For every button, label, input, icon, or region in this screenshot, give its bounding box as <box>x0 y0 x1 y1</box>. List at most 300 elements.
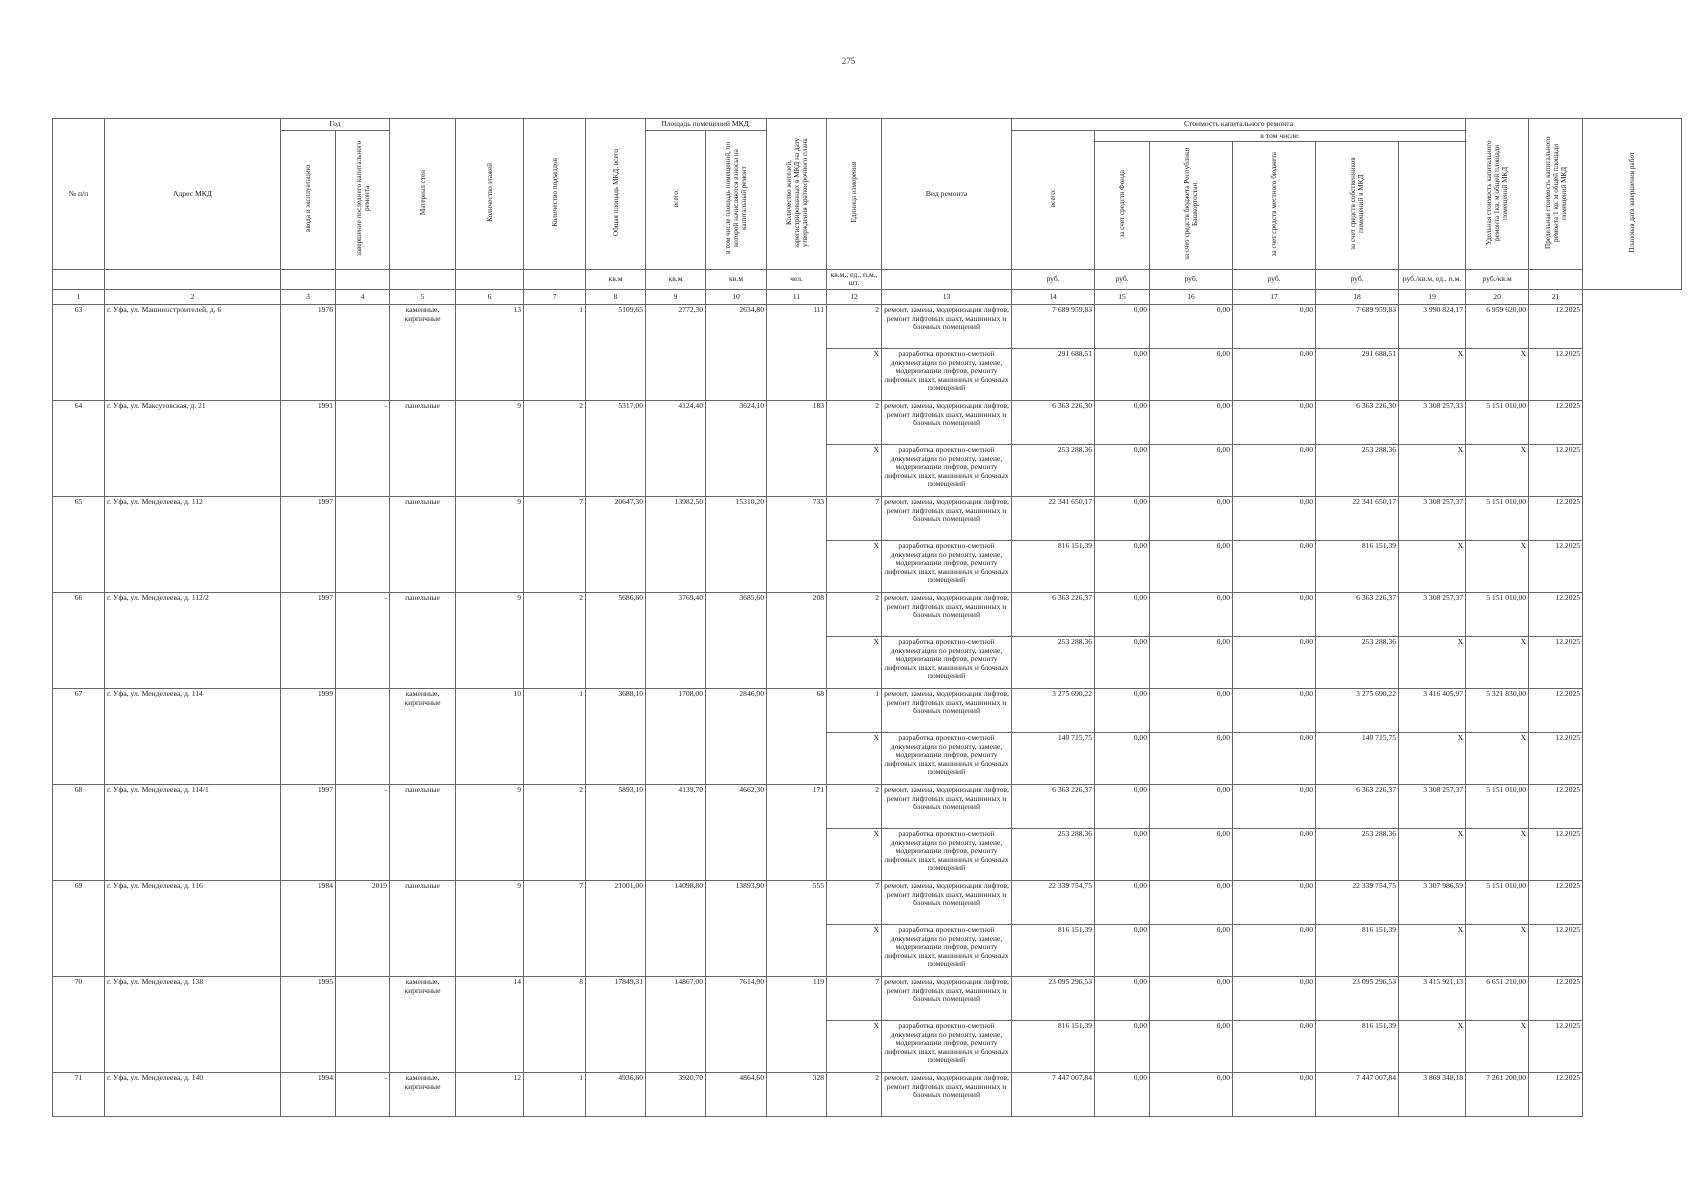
local-cell: 0,00 <box>1233 304 1316 348</box>
wall-material-cell: каменные, кирпичные <box>390 304 456 400</box>
unit-cell: кв.м <box>646 269 706 289</box>
fund-cell: 0,00 <box>1095 400 1150 444</box>
floors-cell: 14 <box>456 976 524 1072</box>
unit-count-cell: 2 <box>827 400 882 444</box>
deadline-cell: 12.2025 <box>1529 304 1583 348</box>
row-number: 67 <box>53 688 105 784</box>
cost-total-cell: 140 715,75 <box>1012 732 1095 784</box>
republic-cell: 0,00 <box>1150 636 1233 688</box>
local-cell: 0,00 <box>1233 592 1316 636</box>
table-row <box>53 304 1682 348</box>
unit-count-cell: X <box>827 924 882 976</box>
republic-cell: 0,00 <box>1150 1072 1233 1116</box>
table-body <box>53 289 1682 1116</box>
max-cost-cell: 5 321 830,00 <box>1466 688 1529 732</box>
header-row-1 <box>53 119 1682 131</box>
address-cell: г. Уфа, ул. Менделеева, д. 138 <box>105 976 281 1072</box>
area-total-cell: 4139,70 <box>646 784 706 880</box>
deadline-cell: 12.2025 <box>1529 348 1583 400</box>
header-year-commission: ввода в эксплуатацию <box>281 130 336 269</box>
deadline-cell: 12.2025 <box>1529 924 1583 976</box>
header-floors: Количество этажей <box>456 119 524 270</box>
floors-cell: 13 <box>456 304 524 400</box>
max-cost-cell: 5 151 010,00 <box>1466 496 1529 540</box>
republic-cell: 0,00 <box>1150 444 1233 496</box>
total-area-cell: 5686,60 <box>586 592 646 688</box>
floors-cell: 9 <box>456 880 524 976</box>
republic-cell: 0,00 <box>1150 732 1233 784</box>
owners-cell: 22 341 650,17 <box>1316 496 1399 540</box>
year-last-repair-cell: - <box>336 400 390 496</box>
address-cell: г. Уфа, ул. Машиностроителей, д. 6 <box>105 304 281 400</box>
unit-count-cell: X <box>827 1020 882 1072</box>
residents-cell: 183 <box>767 400 827 496</box>
total-area-cell: 5317,00 <box>586 400 646 496</box>
header-no: № п/п <box>53 119 105 270</box>
entrances-cell: 1 <box>524 304 586 400</box>
unit-count-cell: X <box>827 540 882 592</box>
local-cell: 0,00 <box>1233 348 1316 400</box>
residents-cell: 119 <box>767 976 827 1072</box>
header-deadline: Плановая дата завершения работ <box>1583 119 1682 290</box>
unit-cell: кв.м <box>706 269 767 289</box>
area-total-cell: 14867,00 <box>646 976 706 1072</box>
work-type-cell: ремонт, замена, модернизация лифтов, ремонт лифтовых шахт, машинных и блочных помещений <box>882 1072 1012 1116</box>
column-number: 13 <box>882 289 1012 304</box>
address-cell: г. Уфа, ул. Менделеева, д. 116 <box>105 880 281 976</box>
work-type-cell: ремонт, замена, модернизация лифтов, ремонт лифтовых шахт, машинных и блочных помещений <box>882 880 1012 924</box>
work-type-cell: разработка проектно-сметной документации по ремонту, замене, модернизации лифтов, ремонту лифтовых шахт, машинных и блочных помещений <box>882 540 1012 592</box>
unit-cost-cell: X <box>1399 1020 1466 1072</box>
owners-cell: 6 363 226,30 <box>1316 400 1399 444</box>
max-cost-cell: 6 651 210,00 <box>1466 976 1529 1020</box>
entrances-cell: 2 <box>524 400 586 496</box>
total-area-cell: 5893,10 <box>586 784 646 880</box>
republic-cell: 0,00 <box>1150 592 1233 636</box>
residents-cell: 111 <box>767 304 827 400</box>
cost-total-cell: 3 275 690,22 <box>1012 688 1095 732</box>
header-max-cost: Предельная стоимость капитального ремонта 1 кв. м общей площади помещений МКД <box>1529 119 1583 270</box>
work-type-cell: ремонт, замена, модернизация лифтов, ремонт лифтовых шахт, машинных и блочных помещений <box>882 304 1012 348</box>
unit-cost-cell: 3 869 348,18 <box>1399 1072 1466 1116</box>
year-last-repair-cell: - <box>336 1072 390 1116</box>
header-including: в том числе: <box>1095 130 1466 142</box>
unit-cell <box>336 269 390 289</box>
cost-total-cell: 253 288,36 <box>1012 444 1095 496</box>
fund-cell: 0,00 <box>1095 496 1150 540</box>
header-cost-group: Стоимость капитального ремонта <box>1012 119 1466 131</box>
area-repair-cell: 2846,00 <box>706 688 767 784</box>
unit-cell: чел. <box>767 269 827 289</box>
fund-cell: 0,00 <box>1095 784 1150 828</box>
max-cost-cell: 7 261 200,00 <box>1466 1072 1529 1116</box>
local-cell: 0,00 <box>1233 496 1316 540</box>
address-cell: г. Уфа, ул. Менделеева, д. 140 <box>105 1072 281 1116</box>
column-number: 15 <box>1095 289 1150 304</box>
fund-cell: 0,00 <box>1095 688 1150 732</box>
local-cell: 0,00 <box>1233 400 1316 444</box>
header-area-total: всего: <box>646 130 706 269</box>
deadline-cell: 12.2025 <box>1529 540 1583 592</box>
fund-cell: 0,00 <box>1095 444 1150 496</box>
table-row <box>53 1072 1682 1116</box>
owners-cell: 7 689 959,83 <box>1316 304 1399 348</box>
unit-cell <box>390 269 456 289</box>
address-cell: г. Уфа, ул. Менделеева, д. 112/2 <box>105 592 281 688</box>
local-cell: 0,00 <box>1233 924 1316 976</box>
republic-cell: 0,00 <box>1150 1020 1233 1072</box>
header-unit: Единица измерения <box>827 119 882 270</box>
year-last-repair-cell <box>336 976 390 1072</box>
deadline-cell: 12.2025 <box>1529 400 1583 444</box>
header-local: за счет средств местного бюджета <box>1233 142 1316 270</box>
unit-cell: руб. <box>1233 269 1316 289</box>
wall-material-cell: панельные <box>390 880 456 976</box>
unit-cell: кв.м <box>586 269 646 289</box>
area-repair-cell: 13893,90 <box>706 880 767 976</box>
deadline-cell: 12.2025 <box>1529 732 1583 784</box>
deadline-cell: 12.2025 <box>1529 636 1583 688</box>
unit-cell: руб. <box>1095 269 1150 289</box>
area-total-cell: 2772,30 <box>646 304 706 400</box>
year-commission-cell: 1984 <box>281 880 336 976</box>
residents-cell: 171 <box>767 784 827 880</box>
max-cost-cell: X <box>1466 828 1529 880</box>
wall-material-cell: каменные, кирпичные <box>390 1072 456 1116</box>
unit-cost-cell: 3 308 257,37 <box>1399 496 1466 540</box>
unit-cost-cell: X <box>1399 348 1466 400</box>
republic-cell: 0,00 <box>1150 784 1233 828</box>
max-cost-cell: 5 151 010,00 <box>1466 784 1529 828</box>
header-cost-total: всего: <box>1012 130 1095 269</box>
unit-cell <box>281 269 336 289</box>
max-cost-cell: X <box>1466 636 1529 688</box>
work-type-cell: ремонт, замена, модернизация лифтов, ремонт лифтовых шахт, машинных и блочных помещений <box>882 496 1012 540</box>
entrances-cell: 7 <box>524 496 586 592</box>
area-total-cell: 14098,80 <box>646 880 706 976</box>
republic-cell: 0,00 <box>1150 304 1233 348</box>
work-type-cell: разработка проектно-сметной документации по ремонту, замене, модернизации лифтов, ремонту лифтовых шахт, машинных и блочных помещений <box>882 828 1012 880</box>
owners-cell: 291 688,51 <box>1316 348 1399 400</box>
column-number: 5 <box>390 289 456 304</box>
unit-cost-cell: 3 416 405,97 <box>1399 688 1466 732</box>
column-number: 1 <box>53 289 105 304</box>
owners-cell: 6 363 226,37 <box>1316 592 1399 636</box>
column-number: 8 <box>586 289 646 304</box>
cost-total-cell: 816 151,39 <box>1012 924 1095 976</box>
unit-cell <box>456 269 524 289</box>
residents-cell: 733 <box>767 496 827 592</box>
row-number: 68 <box>53 784 105 880</box>
unit-cell <box>524 269 586 289</box>
unit-cost-cell: X <box>1399 636 1466 688</box>
local-cell: 0,00 <box>1233 688 1316 732</box>
column-number: 18 <box>1316 289 1399 304</box>
total-area-cell: 3688,10 <box>586 688 646 784</box>
total-area-cell: 17849,31 <box>586 976 646 1072</box>
row-number: 63 <box>53 304 105 400</box>
year-commission-cell: 1991 <box>281 400 336 496</box>
unit-count-cell: X <box>827 348 882 400</box>
deadline-cell: 12.2025 <box>1529 784 1583 828</box>
address-cell: г. Уфа, ул. Максутовская, д. 21 <box>105 400 281 496</box>
local-cell: 0,00 <box>1233 784 1316 828</box>
local-cell: 0,00 <box>1233 976 1316 1020</box>
deadline-cell: 12.2025 <box>1529 592 1583 636</box>
wall-material-cell: каменные, кирпичные <box>390 688 456 784</box>
column-number: 2 <box>105 289 281 304</box>
unit-count-cell: X <box>827 444 882 496</box>
row-number: 69 <box>53 880 105 976</box>
unit-count-cell: 2 <box>827 304 882 348</box>
unit-count-cell: 7 <box>827 880 882 924</box>
owners-cell: 3 275 690,22 <box>1316 688 1399 732</box>
work-type-cell: разработка проектно-сметной документации по ремонту, замене, модернизации лифтов, ремонту лифтовых шахт, машинных и блочных помещений <box>882 924 1012 976</box>
cost-total-cell: 6 363 226,37 <box>1012 592 1095 636</box>
year-last-repair-cell <box>336 496 390 592</box>
entrances-cell: 2 <box>524 784 586 880</box>
unit-count-cell: 7 <box>827 976 882 1020</box>
owners-cell: 816 151,39 <box>1316 1020 1399 1072</box>
area-repair-cell: 7614,00 <box>706 976 767 1072</box>
work-type-cell: ремонт, замена, модернизация лифтов, ремонт лифтовых шахт, машинных и блочных помещений <box>882 400 1012 444</box>
fund-cell: 0,00 <box>1095 976 1150 1020</box>
unit-cell: руб. <box>1316 269 1399 289</box>
unit-count-cell: 7 <box>827 496 882 540</box>
cost-total-cell: 816 151,39 <box>1012 1020 1095 1072</box>
cost-total-cell: 253 288,36 <box>1012 828 1095 880</box>
max-cost-cell: X <box>1466 444 1529 496</box>
unit-cost-cell: 3 307 986,59 <box>1399 880 1466 924</box>
area-total-cell: 1708,00 <box>646 688 706 784</box>
cost-total-cell: 22 341 650,17 <box>1012 496 1095 540</box>
column-number: 7 <box>524 289 586 304</box>
column-number-row <box>53 289 1682 304</box>
column-number: 19 <box>1399 289 1466 304</box>
deadline-cell: 12.2025 <box>1529 444 1583 496</box>
floors-cell: 10 <box>456 688 524 784</box>
local-cell: 0,00 <box>1233 1020 1316 1072</box>
local-cell: 0,00 <box>1233 1072 1316 1116</box>
owners-cell: 253 288,36 <box>1316 636 1399 688</box>
fund-cell: 0,00 <box>1095 348 1150 400</box>
header-republic: за счет средств бюджета Республики Башкортостан <box>1150 142 1233 270</box>
table-row <box>53 496 1682 540</box>
fund-cell: 0,00 <box>1095 828 1150 880</box>
unit-cell: руб./кв.м <box>1466 269 1529 289</box>
row-number: 71 <box>53 1072 105 1116</box>
unit-count-cell: 1 <box>827 688 882 732</box>
table-row <box>53 688 1682 732</box>
republic-cell: 0,00 <box>1150 976 1233 1020</box>
page-number: 275 <box>841 56 856 66</box>
year-commission-cell: 1997 <box>281 592 336 688</box>
unit-cell: руб./кв.м, ед., п.м. <box>1399 269 1466 289</box>
year-last-repair-cell: - <box>336 592 390 688</box>
owners-cell: 23 095 296,53 <box>1316 976 1399 1020</box>
unit-cost-cell: 3 308 257,37 <box>1399 784 1466 828</box>
header-address: Адрес МКД <box>105 119 281 270</box>
unit-cell: руб. <box>1012 269 1095 289</box>
republic-cell: 0,00 <box>1150 688 1233 732</box>
entrances-cell: 1 <box>524 1072 586 1116</box>
fund-cell: 0,00 <box>1095 1020 1150 1072</box>
header-work-type: Вид ремонта <box>882 119 1012 270</box>
fund-cell: 0,00 <box>1095 1072 1150 1116</box>
residents-cell: 208 <box>767 592 827 688</box>
deadline-cell: 12.2025 <box>1529 880 1583 924</box>
local-cell: 0,00 <box>1233 540 1316 592</box>
residents-cell: 68 <box>767 688 827 784</box>
cost-total-cell: 816 151,39 <box>1012 540 1095 592</box>
wall-material-cell: панельные <box>390 784 456 880</box>
table-row <box>53 592 1682 636</box>
republic-cell: 0,00 <box>1150 540 1233 592</box>
deadline-cell: 12.2025 <box>1529 688 1583 732</box>
work-type-cell: разработка проектно-сметной документации по ремонту, замене, модернизации лифтов, ремонту лифтовых шахт, машинных и блочных помещений <box>882 444 1012 496</box>
area-total-cell: 3920,70 <box>646 1072 706 1116</box>
owners-cell: 140 715,75 <box>1316 732 1399 784</box>
owners-cell: 22 339 754,75 <box>1316 880 1399 924</box>
deadline-cell: 12.2025 <box>1529 496 1583 540</box>
local-cell: 0,00 <box>1233 444 1316 496</box>
units-row <box>53 269 1682 289</box>
area-repair-cell: 2634,80 <box>706 304 767 400</box>
cost-total-cell: 23 095 296,53 <box>1012 976 1095 1020</box>
unit-cost-cell: 3 415 921,13 <box>1399 976 1466 1020</box>
column-number: 4 <box>336 289 390 304</box>
table-row <box>53 976 1682 1020</box>
row-number: 70 <box>53 976 105 1072</box>
work-type-cell: ремонт, замена, модернизация лифтов, ремонт лифтовых шахт, машинных и блочных помещений <box>882 592 1012 636</box>
header-entrances: Количество подъездов <box>524 119 586 270</box>
year-commission-cell: 1976 <box>281 304 336 400</box>
republic-cell: 0,00 <box>1150 828 1233 880</box>
year-last-repair-cell: - <box>336 784 390 880</box>
address-cell: г. Уфа, ул. Менделеева, д. 112 <box>105 496 281 592</box>
max-cost-cell: 5 151 010,00 <box>1466 880 1529 924</box>
year-commission-cell: 1994 <box>281 1072 336 1116</box>
fund-cell: 0,00 <box>1095 636 1150 688</box>
total-area-cell: 20647,30 <box>586 496 646 592</box>
entrances-cell: 7 <box>524 880 586 976</box>
area-repair-cell: 15310,20 <box>706 496 767 592</box>
year-commission-cell: 1999 <box>281 688 336 784</box>
total-area-cell: 21001,00 <box>586 880 646 976</box>
work-type-cell: разработка проектно-сметной документации по ремонту, замене, модернизации лифтов, ремонту лифтовых шахт, машинных и блочных помещений <box>882 348 1012 400</box>
column-number: 17 <box>1233 289 1316 304</box>
unit-cost-cell: 3 308 257,37 <box>1399 592 1466 636</box>
area-total-cell: 4124,40 <box>646 400 706 496</box>
republic-cell: 0,00 <box>1150 496 1233 540</box>
floors-cell: 9 <box>456 496 524 592</box>
residents-cell: 328 <box>767 1072 827 1116</box>
owners-cell: 7 447 007,84 <box>1316 1072 1399 1116</box>
work-type-cell: разработка проектно-сметной документации по ремонту, замене, модернизации лифтов, ремонту лифтовых шахт, машинных и блочных помещений <box>882 732 1012 784</box>
deadline-cell: 12.2025 <box>1529 828 1583 880</box>
row-number: 65 <box>53 496 105 592</box>
unit-count-cell: X <box>827 732 882 784</box>
fund-cell: 0,00 <box>1095 924 1150 976</box>
wall-material-cell: панельные <box>390 592 456 688</box>
area-total-cell: 13982,50 <box>646 496 706 592</box>
local-cell: 0,00 <box>1233 636 1316 688</box>
column-number: 6 <box>456 289 524 304</box>
owners-cell: 816 151,39 <box>1316 924 1399 976</box>
column-number: 9 <box>646 289 706 304</box>
owners-cell: 816 151,39 <box>1316 540 1399 592</box>
work-type-cell: разработка проектно-сметной документации по ремонту, замене, модернизации лифтов, ремонту лифтовых шахт, машинных и блочных помещений <box>882 1020 1012 1072</box>
area-total-cell: 3769,40 <box>646 592 706 688</box>
max-cost-cell: X <box>1466 348 1529 400</box>
fund-cell: 0,00 <box>1095 540 1150 592</box>
column-number: 16 <box>1150 289 1233 304</box>
year-commission-cell: 1997 <box>281 784 336 880</box>
year-last-repair-cell: 2019 <box>336 880 390 976</box>
unit-cost-cell: 3 308 257,33 <box>1399 400 1466 444</box>
cost-total-cell: 7 447 007,84 <box>1012 1072 1095 1116</box>
address-cell: г. Уфа, ул. Менделеева, д. 114/1 <box>105 784 281 880</box>
column-number: 14 <box>1012 289 1095 304</box>
area-repair-cell: 3624,10 <box>706 400 767 496</box>
unit-count-cell: 2 <box>827 592 882 636</box>
year-commission-cell: 1997 <box>281 496 336 592</box>
header-year-group: Год <box>281 119 390 131</box>
cost-total-cell: 291 688,51 <box>1012 348 1095 400</box>
cost-total-cell: 6 363 226,37 <box>1012 784 1095 828</box>
wall-material-cell: панельные <box>390 496 456 592</box>
area-repair-cell: 3685,60 <box>706 592 767 688</box>
max-cost-cell: X <box>1466 732 1529 784</box>
column-number: 10 <box>706 289 767 304</box>
residents-cell: 555 <box>767 880 827 976</box>
unit-cost-cell: X <box>1399 444 1466 496</box>
local-cell: 0,00 <box>1233 828 1316 880</box>
unit-count-cell: 2 <box>827 784 882 828</box>
republic-cell: 0,00 <box>1150 348 1233 400</box>
work-type-cell: ремонт, замена, модернизация лифтов, ремонт лифтовых шахт, машинных и блочных помещений <box>882 976 1012 1020</box>
header-residents: Количество жителей, зарегистрированных в МКД на дату утверждения краткосрочного плана <box>767 119 827 270</box>
deadline-cell: 12.2025 <box>1529 1020 1583 1072</box>
work-type-cell: ремонт, замена, модернизация лифтов, ремонт лифтовых шахт, машинных и блочных помещений <box>882 784 1012 828</box>
header-area-group: Площадь помещений МКД: <box>646 119 767 131</box>
year-last-repair-cell <box>336 688 390 784</box>
max-cost-cell: 6 959 620,00 <box>1466 304 1529 348</box>
header-fund: за счет средств Фонда <box>1095 142 1150 270</box>
area-repair-cell: 4864,60 <box>706 1072 767 1116</box>
row-number: 66 <box>53 592 105 688</box>
unit-count-cell: 2 <box>827 1072 882 1116</box>
wall-material-cell: каменные, кирпичные <box>390 976 456 1072</box>
cost-total-cell: 6 363 226,30 <box>1012 400 1095 444</box>
unit-cell <box>53 269 105 289</box>
row-number: 64 <box>53 400 105 496</box>
max-cost-cell: X <box>1466 1020 1529 1072</box>
work-type-cell: ремонт, замена, модернизация лифтов, ремонт лифтовых шахт, машинных и блочных помещений <box>882 688 1012 732</box>
table-row <box>53 784 1682 828</box>
year-last-repair-cell <box>336 304 390 400</box>
max-cost-cell: X <box>1466 924 1529 976</box>
max-cost-cell: 5 151 010,00 <box>1466 400 1529 444</box>
total-area-cell: 5109,65 <box>586 304 646 400</box>
fund-cell: 0,00 <box>1095 304 1150 348</box>
header-total-area: Общая площадь МКД, всего <box>586 119 646 270</box>
column-number: 21 <box>1529 289 1583 304</box>
local-cell: 0,00 <box>1233 880 1316 924</box>
max-cost-cell: 5 151 010,00 <box>1466 592 1529 636</box>
unit-cost-cell: X <box>1399 732 1466 784</box>
table-row <box>53 400 1682 444</box>
